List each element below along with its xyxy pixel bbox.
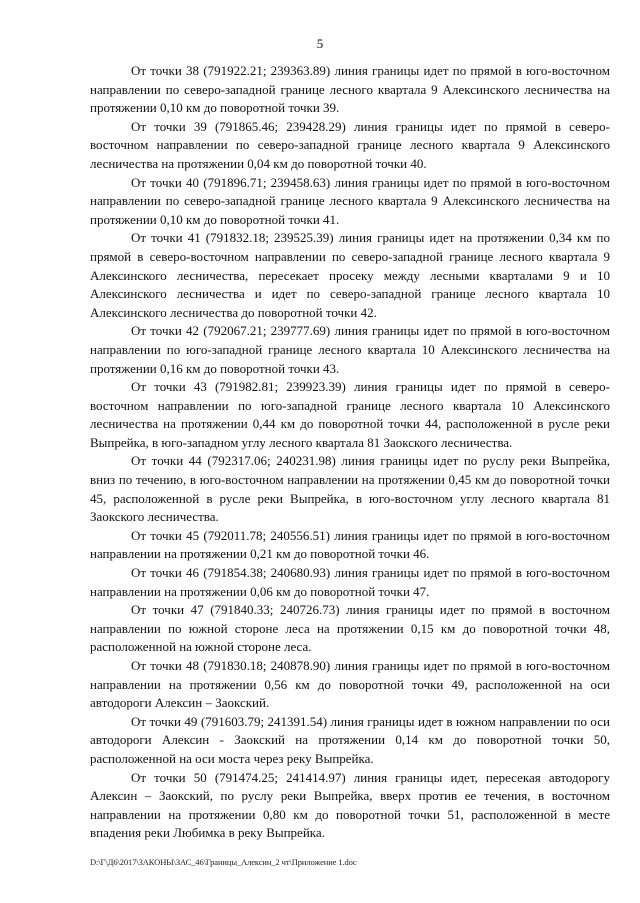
paragraph-point-48: От точки 48 (791830.18; 240878.90) линия границы идет по прямой в юго-восточном направлении на протяжении 0,56 км до поворотной точки 49, расположенной на оси автодороги Алексин – Заокский. [90,658,610,711]
paragraph-point-50: От точки 50 (791474.25; 241414.97) линия границы идет, пересекая автодорогу Алексин – Заокский, по руслу реки Выпрейка, вверх против ее течения, в восточном направлении на протяжении 0,80 км до поворотной точки 51, расположенной в месте впадения реки Любимка в реку Выпрейка. [90,769,610,841]
paragraph-point-46: От точки 46 (791854.38; 240680.93) линия границы идет по прямой в юго-восточном направлении на протяжении 0,06 км до поворотной точки 47. [90,565,610,599]
paragraph-point-40: От точки 40 (791896.71; 239458.63) линия границы идет по прямой в юго-восточном направлении по северо-западной границе лесного квартала 9 Алексинского лесничества на протяжении 0,10 км до поворотной точки 41. [90,174,610,227]
document-body [90,62,610,843]
file-path-footer: D:\Г\Д6\2017\ЗАКОНЫ\ЗАС_46\Границы_Алексин_2 чт\Приложение 1.doc [90,857,357,867]
paragraph-point-47: От точки 47 (791840.33; 240726.73) линия границы идет по прямой в восточном направлении по южной стороне леса на протяжении 0,15 км до поворотной точки 48, расположенной на южной стороне леса. [90,602,610,655]
paragraph-point-41: От точки 41 (791832.18; 239525.39) линия границы идет на протяжении 0,34 км по прямой в северо-восточном направлении по северо-западной границе лесного квартала 9 Алексинского лесничества, пересекает просеку между лесными кварталами 9 и 10 Алексинского лесничества и идет по северо-западной границе лесного квартала 10 Алексинского лесничества до поворотной точки 42. [90,230,610,320]
paragraph-point-45: От точки 45 (792011.78; 240556.51) линия границы идет по прямой в юго-восточном направлении на протяжении 0,21 км до поворотной точки 46. [90,527,610,562]
paragraph-point-43: От точки 43 (791982.81; 239923.39) линия границы идет по прямой в северо-восточном направлении по юго-западной границе лесного квартала 10 Алексинского лесничества на протяжении 0,44 км до поворотной точки 44, расположенной в русле реки Выпрейка, в юго-западном углу лесного квартала 81 Заокского лесничества. [90,379,610,450]
paragraph-point-42: От точки 42 (792067.21; 239777.69) линия границы идет по прямой в юго-восточном направлении по юго-западной границе лесного квартала 10 Алексинского лесничества на протяжении 0,16 км до поворотной точки 43. [90,323,610,376]
page-number: 5 [316,36,324,51]
paragraph-point-44: От точки 44 (792317.06; 240231.98) линия границы идет по руслу реки Выпрейка, вниз по течению, в юго-восточном направлении на протяжении 0,45 км до поворотной точки 45, расположенной в русле реки Выпрейка, в юго-восточном углу лесного квартала 81 Заокского лесничества. [90,453,610,525]
paragraph-point-49: От точки 49 (791603.79; 241391.54) линия границы идет в южном направлении по оси автодороги Алексин - Заокский на протяжении 0,14 км до поворотной точки 50, расположенной на оси моста через реку Выпрейка. [90,713,610,766]
paragraph-point-39: От точки 39 (791865.46; 239428.29) линия границы идет по прямой в северо-восточном направлении по северо-западной границе лесного квартала 9 Алексинского лесничества на протяжении 0,04 км до поворотной точки 40. [90,118,610,171]
paragraph-point-38: От точки 38 (791922.21; 239363.89) линия границы идет по прямой в юго-восточном направлении по северо-западной границе лесного квартала 9 Алексинского лесничества на протяжении 0,10 км до поворотной точки 39. [90,63,610,116]
